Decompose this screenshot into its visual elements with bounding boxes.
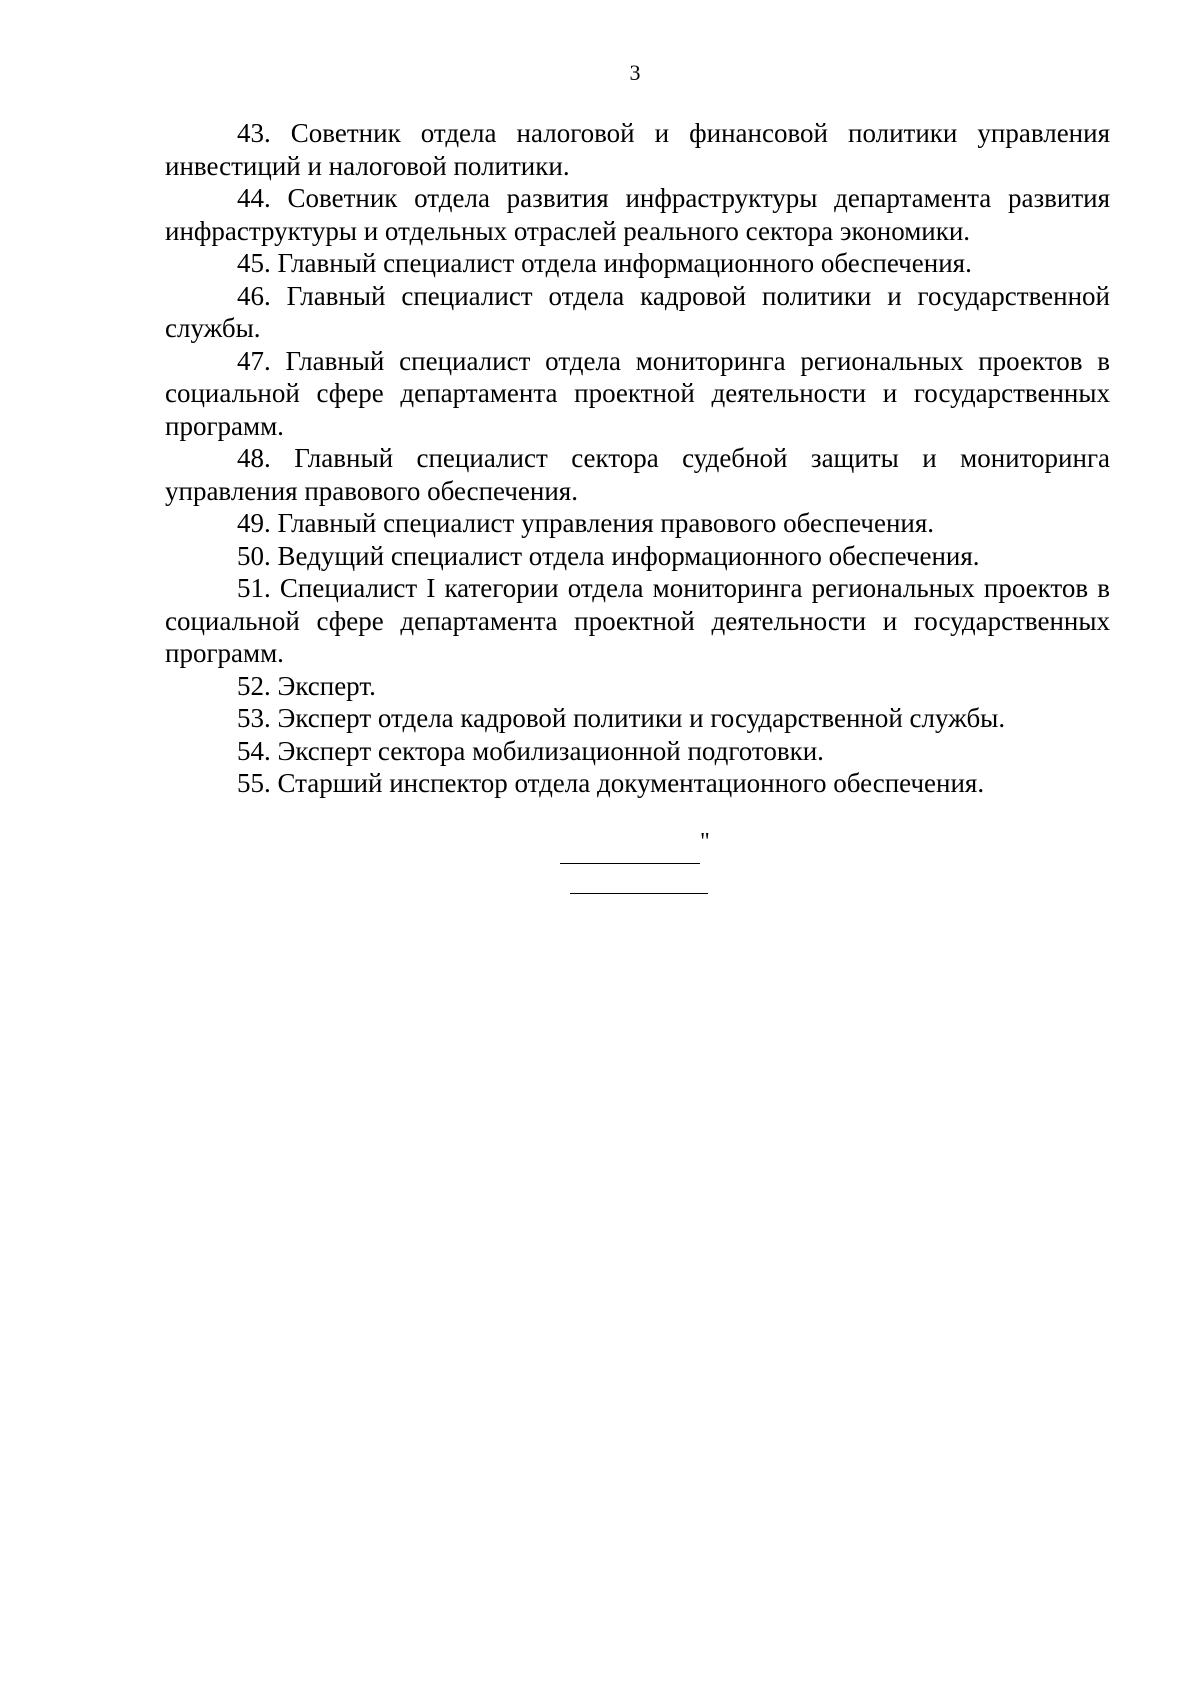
list-item: 48. Главный специалист сектора судебной защиты и мониторинга управления правового обеспечения. — [165, 443, 1110, 506]
closing-marks — [560, 830, 710, 910]
list-item: 53. Эксперт отдела кадровой политики и государственной службы. — [237, 703, 1006, 733]
list-item: 46. Главный специалист отдела кадровой политики и государственной службы. — [165, 280, 1110, 343]
closing-quote: " — [700, 829, 710, 855]
closing-rule — [560, 863, 700, 864]
list-item: 51. Специалист I категории отдела мониторинга региональных проектов в социальной сфере департамента проектной деятельности и государственных программ. — [165, 573, 1110, 668]
list-item: 45. Главный специалист отдела информационного обеспечения. — [237, 248, 972, 278]
list-item: 43. Советник отдела налоговой и финансовой политики управления инвестиций и налоговой политики. — [165, 118, 1110, 181]
page-number: 3 — [629, 60, 641, 85]
list-item: 54. Эксперт сектора мобилизационной подготовки. — [237, 735, 824, 766]
list-item: 55. Старший инспектор отдела документационного обеспечения. — [237, 768, 985, 798]
list-item: 50. Ведущий специалист отдела информационного обеспечения. — [237, 540, 980, 571]
list-item: 44. Советник отдела развития инфраструктуры департамента развития инфраструктуры и отдельных отраслей реального сектора экономики. — [165, 183, 1110, 246]
list-item: 52. Эксперт. — [237, 670, 376, 701]
list-item: 49. Главный специалист управления правового обеспечения. — [237, 508, 935, 538]
end-rule — [570, 893, 708, 894]
position-list — [165, 117, 1110, 800]
list-item: 47. Главный специалист отдела мониторинга региональных проектов в социальной сфере департамента проектной деятельности и государственных программ. — [165, 345, 1110, 441]
